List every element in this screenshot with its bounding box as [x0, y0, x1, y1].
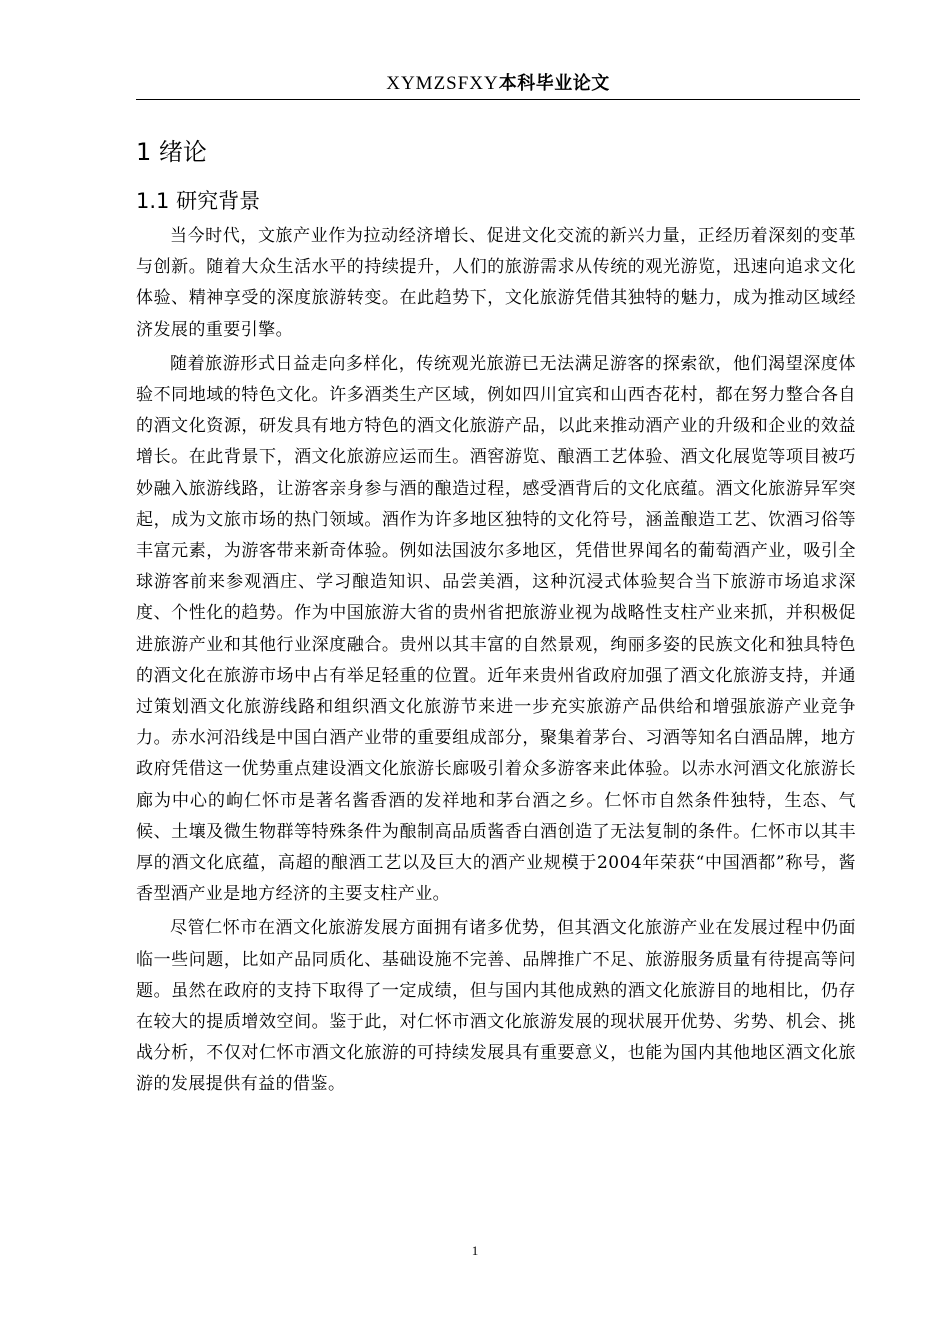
body-text	[136, 221, 856, 1104]
page-number: 1	[471, 1243, 479, 1258]
chapter-title: 1 绪论	[136, 138, 207, 166]
header-divider	[136, 99, 860, 100]
paragraph-2: 随着旅游形式日益走向多样化，传统观光旅游已无法满足游客的探索欲，他们渴望深度体验不同地域的特色文化。许多酒类生产区域，例如四川宜宾和山西杏花村，都在努力整合各自的酒文化资源，研发具有地方特色的酒文化旅游产品，以此来推动酒产业的升级和企业的效益增长。在此背景下，酒文化旅游应运而生。酒窖游览、酿酒工艺体验、酒文化展览等项目被巧妙融入旅游线路，让游客亲身参与酒的酿造过程，感受酒背后的文化底蕴。酒文化旅游异军突起，成为文旅市场的热门领域。酒作为许多地区独特的文化符号，涵盖酿造工艺、饮酒习俗等丰富元素，为游客带来新奇体验。例如法国波尔多地区，凭借世界闻名的葡萄酒产业，吸引全球游客前来参观酒庄、学习酿造知识、品尝美酒，这种沉浸式体验契合当下旅游市场追求深度、个性化的趋势。作为中国旅游大省的贵州省把旅游业视为战略性支柱产业来抓，并积极促进旅游产业和其他行业深度融合。贵州以其丰富的自然景观，绚丽多姿的民族文化和独具特色的酒文化在旅游市场中占有举足轻重的位置。近年来贵州省政府加强了酒文化旅游支持，并通过策划酒文化旅游线路和组织酒文化旅游节来进一步充实旅游产品供给和增强旅游产业竞争力。赤水河沿线是中国白酒产业带的重要组成部分，聚集着茅台、习酒等知名白酒品牌，地方政府凭借这一优势重点建设酒文化旅游长廊吸引着众多游客来此体验。以赤水河酒文化旅游长廊为中心的岣仁怀市是著名酱香酒的发祥地和茅台酒之乡。仁怀市自然条件独特，生态、气候、土壤及微生物群等特殊条件为酿制高品质酱香白酒创造了无法复制的条件。仁怀市以其丰厚的酒文化底蕴，高超的酿酒工艺以及巨大的酒产业规模于2004年荣获“中国酒都”称号，酱香型酒产业是地方经济的主要支柱产业。	[136, 353, 856, 905]
running-header	[136, 70, 860, 97]
header-school-code: XYMZSFXY	[386, 73, 499, 94]
header-doc-type: 本科毕业论文	[498, 73, 610, 94]
section-title: 1.1 研究背景	[136, 189, 261, 213]
paragraph-3: 尽管仁怀市在酒文化旅游发展方面拥有诸多优势，但其酒文化旅游产业在发展过程中仍面临一些问题，比如产品同质化、基础设施不完善、品牌推广不足、旅游服务质量有待提高等问题。虽然在政府的支持下取得了一定成绩，但与国内其他成熟的酒文化旅游目的地相比，仍存在较大的提质增效空间。鉴于此，对仁怀市酒文化旅游发展的现状展开优势、劣势、机会、挑战分析，不仅对仁怀市酒文化旅游的可持续发展具有重要意义，也能为国内其他地区酒文化旅游的发展提供有益的借鉴。	[136, 918, 856, 1095]
paragraph-1: 当今时代，文旅产业作为拉动经济增长、促进文化交流的新兴力量，正经历着深刻的变革与创新。随着大众生活水平的持续提升，人们的旅游需求从传统的观光游览，迅速向追求文化体验、精神享受的深度旅游转变。在此趋势下，文化旅游凭借其独特的魅力，成为推动区域经济发展的重要引擎。	[136, 226, 856, 340]
